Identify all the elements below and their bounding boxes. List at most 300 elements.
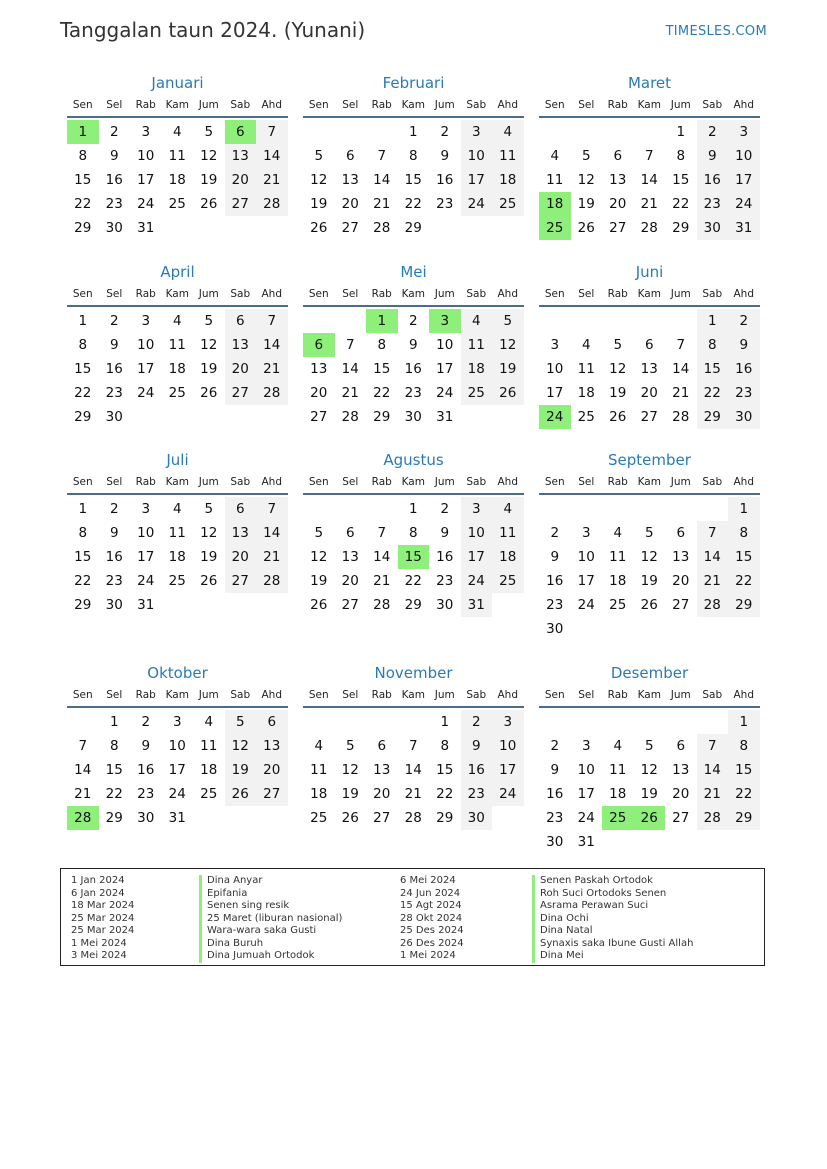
holiday-date: 28 Okt 2024	[400, 912, 463, 924]
day-cell: 13	[373, 762, 391, 778]
day-cell: 22	[436, 786, 454, 802]
day-cell: 21	[697, 782, 729, 806]
weekday-label: Sel	[106, 689, 123, 701]
day-cell: 14	[341, 361, 359, 377]
weekday-label: Kam	[401, 99, 425, 111]
day-cell: 11	[200, 738, 218, 754]
weekday-label: Sab	[702, 288, 723, 300]
day-cell: 11	[577, 361, 595, 377]
weekday-label: Jum	[434, 476, 455, 488]
day-cell: 18	[492, 168, 524, 192]
day-cell: 10	[461, 521, 493, 545]
day-cell: 19	[609, 385, 627, 401]
day-cell: 19	[200, 549, 218, 565]
month-mei	[303, 261, 524, 429]
empty-cell	[602, 309, 634, 333]
empty-cell	[539, 710, 571, 734]
day-cell: 25	[609, 597, 627, 613]
empty-cell	[303, 710, 335, 734]
day-cell: 21	[256, 545, 288, 569]
empty-cell	[335, 309, 367, 333]
day-cell: 5	[644, 738, 654, 754]
day-cell: 13	[225, 521, 257, 545]
day-grid	[303, 495, 524, 617]
weekday-label: Sab	[466, 476, 487, 488]
holiday-date: 6 Mei 2024	[400, 875, 456, 886]
day-cell: 29	[728, 593, 760, 617]
day-cell: 27	[640, 409, 658, 425]
day-cell: 9	[728, 333, 760, 357]
day-cell: 10	[577, 549, 595, 565]
day-cell: 24	[137, 573, 155, 589]
day-cell: 20	[672, 786, 690, 802]
day-cell: 28	[404, 810, 422, 826]
day-cell: 5	[204, 501, 214, 517]
day-cell: 20	[373, 786, 391, 802]
weekday-label: Jum	[670, 288, 691, 300]
day-cell: 17	[137, 361, 155, 377]
day-cell: 29	[404, 597, 422, 613]
day-cell: 3	[461, 497, 493, 521]
holiday-dates-col-2	[400, 875, 464, 963]
holiday-name: Dina Mei	[532, 950, 693, 963]
weekday-header	[539, 684, 760, 708]
weekday-header	[303, 471, 524, 495]
day-cell: 4	[492, 120, 524, 144]
day-cell: 20	[640, 385, 658, 401]
day-cell: 11	[609, 549, 627, 565]
day-cell: 7	[256, 120, 288, 144]
day-cell: 28	[672, 409, 690, 425]
month-oktober	[67, 662, 288, 830]
empty-cell	[571, 497, 603, 521]
weekday-header	[67, 94, 288, 118]
day-cell: 9	[440, 525, 450, 541]
month-februari	[303, 72, 524, 240]
day-cell: 29	[74, 597, 92, 613]
day-cell: 25	[577, 409, 595, 425]
weekday-label: Kam	[637, 689, 661, 701]
day-cell: 9	[408, 337, 418, 353]
day-cell: 8	[697, 333, 729, 357]
day-cell: 22	[697, 381, 729, 405]
day-cell: 3	[728, 120, 760, 144]
day-cell: 10	[577, 762, 595, 778]
day-cell: 6	[644, 337, 654, 353]
holiday-dates-col-1	[71, 875, 134, 963]
day-cell: 6	[225, 309, 257, 333]
day-cell: 27	[225, 569, 257, 593]
empty-cell	[539, 309, 571, 333]
day-cell: 23	[461, 782, 493, 806]
day-cell: 2	[408, 313, 418, 329]
holiday-name: Dina Anyar	[199, 875, 342, 888]
day-cell: 3	[172, 714, 182, 730]
empty-cell	[634, 120, 666, 144]
holiday-day-cell: 26	[634, 806, 666, 830]
weekday-label: Rab	[135, 689, 156, 701]
day-cell: 22	[74, 196, 92, 212]
weekday-label: Kam	[637, 288, 661, 300]
holiday-date: 1 Jan 2024	[71, 875, 125, 886]
weekday-label: Sab	[702, 99, 723, 111]
weekday-label: Sel	[578, 689, 595, 701]
day-cell: 23	[546, 597, 564, 613]
weekday-label: Jum	[198, 288, 219, 300]
holiday-name: Roh Suci Ortodoks Senen	[532, 888, 693, 901]
weekday-label: Sel	[342, 689, 359, 701]
day-cell: 11	[492, 521, 524, 545]
day-grid	[539, 307, 760, 429]
day-cell: 2	[141, 714, 151, 730]
empty-cell	[571, 120, 603, 144]
empty-cell	[366, 710, 398, 734]
weekday-label: Ahd	[261, 476, 282, 488]
day-cell: 18	[461, 357, 493, 381]
weekday-label: Kam	[165, 476, 189, 488]
holiday-name: Dina Ochi	[532, 913, 693, 926]
day-grid	[67, 495, 288, 617]
month-september	[539, 449, 760, 641]
day-cell: 13	[672, 762, 690, 778]
weekday-label: Kam	[165, 689, 189, 701]
day-cell: 8	[78, 148, 88, 164]
day-cell: 7	[256, 497, 288, 521]
day-cell: 5	[613, 337, 623, 353]
day-cell: 17	[461, 545, 493, 569]
day-cell: 26	[310, 220, 328, 236]
day-cell: 19	[310, 196, 328, 212]
day-cell: 1	[109, 714, 119, 730]
weekday-label: Ahd	[497, 476, 518, 488]
day-cell: 23	[728, 381, 760, 405]
weekday-label: Kam	[637, 476, 661, 488]
holiday-date: 24 Jun 2024	[400, 887, 461, 899]
day-cell: 10	[137, 337, 155, 353]
day-cell: 1	[78, 501, 88, 517]
day-cell: 4	[314, 738, 324, 754]
day-cell: 21	[256, 168, 288, 192]
day-cell: 3	[141, 124, 151, 140]
day-cell: 17	[577, 786, 595, 802]
day-cell: 5	[204, 124, 214, 140]
weekday-label: Sel	[578, 476, 595, 488]
day-cell: 13	[672, 549, 690, 565]
day-cell: 26	[341, 810, 359, 826]
day-cell: 4	[204, 714, 214, 730]
day-cell: 8	[408, 148, 418, 164]
weekday-label: Sen	[72, 99, 93, 111]
empty-cell	[634, 710, 666, 734]
weekday-label: Sab	[230, 288, 251, 300]
empty-cell	[602, 120, 634, 144]
day-cell: 31	[577, 834, 595, 850]
weekday-header	[539, 94, 760, 118]
day-cell: 23	[105, 385, 123, 401]
day-cell: 2	[109, 501, 119, 517]
day-cell: 25	[168, 385, 186, 401]
month-name: Oktober	[147, 664, 208, 682]
weekday-label: Rab	[607, 99, 628, 111]
day-cell: 28	[373, 597, 391, 613]
day-cell: 12	[341, 762, 359, 778]
day-cell: 29	[74, 409, 92, 425]
weekday-header	[303, 283, 524, 307]
day-cell: 23	[137, 786, 155, 802]
holiday-name: Asrama Perawan Suci	[532, 900, 693, 913]
day-cell: 13	[225, 333, 257, 357]
day-cell: 30	[436, 597, 454, 613]
day-cell: 7	[676, 337, 686, 353]
day-grid	[539, 708, 760, 854]
day-cell: 17	[492, 758, 524, 782]
weekday-label: Sen	[72, 476, 93, 488]
day-cell: 19	[640, 786, 658, 802]
weekday-label: Sen	[308, 476, 329, 488]
day-cell: 18	[168, 172, 186, 188]
day-cell: 26	[225, 782, 257, 806]
day-cell: 21	[697, 569, 729, 593]
day-cell: 22	[74, 573, 92, 589]
day-cell: 6	[345, 148, 355, 164]
day-cell: 6	[377, 738, 387, 754]
empty-cell	[634, 497, 666, 521]
day-cell: 19	[200, 361, 218, 377]
day-cell: 2	[728, 309, 760, 333]
day-cell: 2	[440, 124, 450, 140]
day-cell: 9	[109, 337, 119, 353]
weekday-label: Ahd	[733, 99, 754, 111]
day-cell: 7	[697, 734, 729, 758]
day-cell: 2	[109, 124, 119, 140]
weekday-label: Sab	[230, 476, 251, 488]
day-cell: 28	[697, 806, 729, 830]
day-cell: 24	[137, 196, 155, 212]
weekday-label: Rab	[371, 288, 392, 300]
weekday-label: Sen	[544, 288, 565, 300]
day-cell: 4	[581, 337, 591, 353]
day-cell: 26	[609, 409, 627, 425]
day-cell: 3	[141, 501, 151, 517]
day-cell: 4	[492, 497, 524, 521]
day-cell: 23	[436, 573, 454, 589]
day-cell: 26	[492, 381, 524, 405]
day-cell: 29	[697, 405, 729, 429]
day-cell: 29	[373, 409, 391, 425]
day-cell: 28	[697, 593, 729, 617]
day-cell: 23	[436, 196, 454, 212]
day-cell: 5	[492, 309, 524, 333]
month-name: September	[608, 451, 691, 469]
weekday-label: Sen	[544, 99, 565, 111]
day-cell: 18	[609, 786, 627, 802]
day-cell: 28	[256, 381, 288, 405]
day-cell: 25	[310, 810, 328, 826]
empty-cell	[335, 120, 367, 144]
weekday-label: Sen	[308, 288, 329, 300]
weekday-header	[539, 471, 760, 495]
day-cell: 1	[728, 497, 760, 521]
day-cell: 16	[546, 786, 564, 802]
empty-cell	[303, 497, 335, 521]
day-cell: 6	[225, 497, 257, 521]
day-cell: 22	[105, 786, 123, 802]
day-cell: 24	[728, 192, 760, 216]
day-cell: 22	[404, 196, 422, 212]
day-cell: 1	[676, 124, 686, 140]
day-cell: 10	[728, 144, 760, 168]
day-cell: 29	[672, 220, 690, 236]
day-cell: 28	[256, 192, 288, 216]
weekday-label: Ahd	[497, 288, 518, 300]
day-cell: 24	[461, 192, 493, 216]
day-cell: 16	[105, 549, 123, 565]
weekday-label: Sen	[308, 689, 329, 701]
weekday-label: Jum	[670, 476, 691, 488]
empty-cell	[67, 710, 99, 734]
holiday-date: 26 Des 2024	[400, 937, 464, 949]
month-agustus	[303, 449, 524, 617]
day-cell: 20	[225, 168, 257, 192]
day-cell: 24	[436, 385, 454, 401]
day-cell: 23	[404, 385, 422, 401]
empty-cell	[665, 497, 697, 521]
day-cell: 8	[408, 525, 418, 541]
day-cell: 12	[492, 333, 524, 357]
weekday-label: Rab	[371, 99, 392, 111]
day-cell: 17	[436, 361, 454, 377]
holiday-date: 1 Mei 2024	[71, 937, 127, 949]
day-cell: 9	[109, 148, 119, 164]
day-cell: 12	[310, 549, 328, 565]
day-cell: 20	[672, 573, 690, 589]
day-cell: 3	[492, 710, 524, 734]
day-cell: 27	[341, 220, 359, 236]
day-cell: 27	[672, 597, 690, 613]
day-cell: 16	[436, 549, 454, 565]
day-cell: 22	[672, 196, 690, 212]
day-cell: 14	[404, 762, 422, 778]
day-cell: 30	[137, 810, 155, 826]
day-cell: 16	[105, 361, 123, 377]
day-cell: 12	[577, 172, 595, 188]
brand-link[interactable]: TIMESLES.COM	[665, 24, 767, 39]
holiday-name: 25 Maret (liburan nasional)	[199, 913, 342, 926]
month-name: Januari	[151, 74, 204, 92]
day-cell: 5	[581, 148, 591, 164]
weekday-label: Ahd	[733, 689, 754, 701]
day-cell: 8	[676, 148, 686, 164]
weekday-header	[539, 283, 760, 307]
weekday-label: Kam	[165, 288, 189, 300]
day-cell: 9	[461, 734, 493, 758]
day-cell: 16	[728, 357, 760, 381]
day-cell: 30	[546, 834, 564, 850]
empty-cell	[303, 120, 335, 144]
day-cell: 22	[373, 385, 391, 401]
day-cell: 31	[137, 597, 155, 613]
day-cell: 27	[256, 782, 288, 806]
day-cell: 28	[640, 220, 658, 236]
day-cell: 27	[225, 381, 257, 405]
day-cell: 12	[640, 549, 658, 565]
day-cell: 19	[225, 758, 257, 782]
holiday-name: Dina Buruh	[199, 938, 342, 951]
day-cell: 17	[168, 762, 186, 778]
holiday-day-cell: 24	[539, 405, 571, 429]
day-cell: 17	[137, 549, 155, 565]
page-title: Tanggalan taun 2024. (Yunani)	[60, 18, 366, 42]
day-cell: 20	[225, 545, 257, 569]
weekday-label: Rab	[371, 476, 392, 488]
day-cell: 27	[225, 192, 257, 216]
day-cell: 15	[728, 545, 760, 569]
holiday-day-cell: 15	[398, 545, 430, 569]
empty-cell	[366, 497, 398, 521]
weekday-header	[303, 684, 524, 708]
day-cell: 14	[640, 172, 658, 188]
day-grid	[539, 118, 760, 240]
day-cell: 23	[105, 196, 123, 212]
day-cell: 7	[644, 148, 654, 164]
holiday-name: Synaxis saka Ibune Gusti Allah	[532, 938, 693, 951]
weekday-label: Rab	[607, 288, 628, 300]
day-cell: 1	[408, 501, 418, 517]
day-cell: 17	[461, 168, 493, 192]
day-cell: 3	[581, 525, 591, 541]
holiday-day-cell: 1	[67, 120, 99, 144]
day-cell: 29	[404, 220, 422, 236]
day-cell: 14	[256, 333, 288, 357]
weekday-label: Ahd	[733, 476, 754, 488]
day-cell: 23	[105, 573, 123, 589]
empty-cell	[303, 309, 335, 333]
holiday-date: 25 Des 2024	[400, 925, 464, 936]
holiday-day-cell: 25	[539, 216, 571, 240]
day-grid	[303, 708, 524, 830]
day-cell: 5	[345, 738, 355, 754]
day-cell: 14	[373, 549, 391, 565]
weekday-label: Sel	[578, 288, 595, 300]
day-cell: 16	[105, 172, 123, 188]
day-cell: 19	[492, 357, 524, 381]
empty-cell	[335, 497, 367, 521]
day-cell: 24	[168, 786, 186, 802]
day-cell: 8	[78, 337, 88, 353]
day-cell: 20	[225, 357, 257, 381]
weekday-label: Ahd	[261, 99, 282, 111]
day-cell: 24	[137, 385, 155, 401]
weekday-label: Sen	[308, 99, 329, 111]
day-cell: 13	[341, 172, 359, 188]
day-cell: 30	[105, 220, 123, 236]
empty-cell	[571, 710, 603, 734]
day-cell: 15	[404, 172, 422, 188]
month-name: Maret	[627, 74, 672, 92]
holiday-name: Senen sing resik	[199, 900, 342, 913]
weekday-label: Ahd	[261, 288, 282, 300]
day-cell: 6	[256, 710, 288, 734]
day-cell: 16	[436, 172, 454, 188]
day-cell: 1	[440, 714, 450, 730]
day-cell: 3	[550, 337, 560, 353]
weekday-label: Kam	[401, 476, 425, 488]
day-cell: 28	[341, 409, 359, 425]
day-cell: 18	[200, 762, 218, 778]
day-cell: 11	[461, 333, 493, 357]
day-cell: 11	[310, 762, 328, 778]
month-name: Juli	[166, 451, 189, 469]
